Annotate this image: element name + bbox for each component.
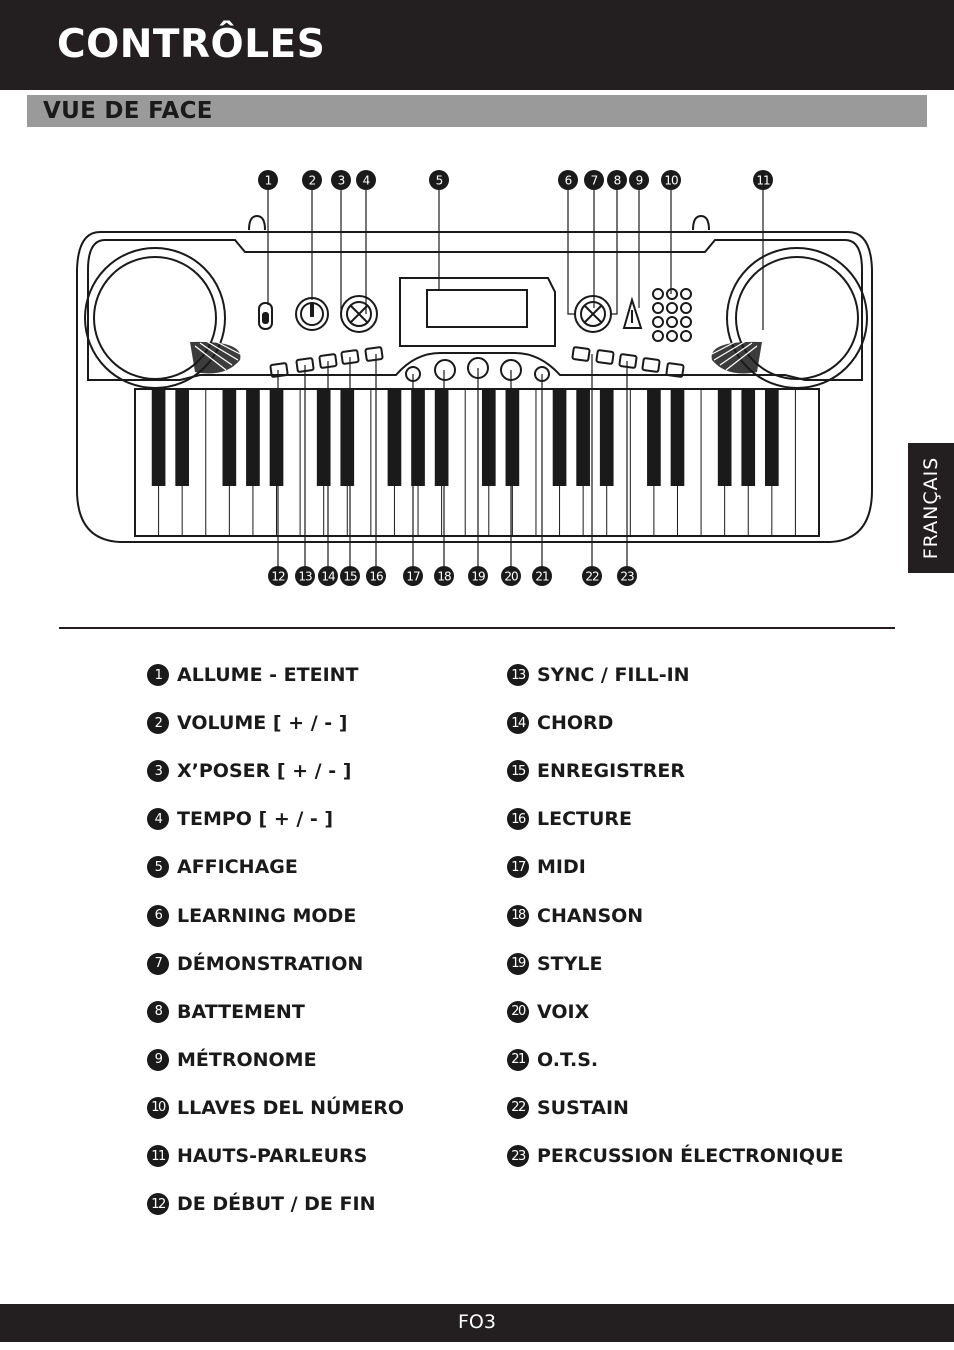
callout-number: 21	[535, 569, 549, 584]
black-key	[388, 390, 402, 486]
legend-label: SYNC / FILL-IN	[537, 664, 690, 686]
black-key	[246, 390, 260, 486]
legend-item-23	[507, 1144, 843, 1168]
callout-number: 12	[271, 569, 285, 584]
legend-item-11	[147, 1144, 367, 1168]
legend-label: MIDI	[537, 856, 586, 879]
callout-number: 19	[471, 569, 485, 584]
callout-number: 16	[369, 569, 383, 584]
callout-number: 8	[613, 173, 621, 188]
legend-number-badge: 19	[507, 953, 529, 975]
callout-number: 10	[664, 173, 678, 188]
language-label: FRANÇAIS	[920, 456, 942, 560]
callout-number: 3	[337, 173, 345, 188]
legend-item-2	[147, 711, 347, 735]
footer-bar	[0, 1304, 954, 1342]
legend-label: CHORD	[537, 712, 614, 735]
legend-label: ENREGISTRER	[537, 760, 686, 783]
legend-number-badge: 1	[147, 664, 169, 686]
legend-label: BATTEMENT	[177, 1000, 305, 1023]
legend-label: CHANSON	[537, 904, 644, 927]
callout-number: 9	[635, 173, 643, 188]
legend-number-badge: 13	[507, 664, 529, 686]
legend-number-badge: 4	[147, 808, 169, 830]
legend-label: SUSTAIN	[537, 1096, 629, 1119]
legend-number-badge: 18	[507, 905, 529, 927]
page-title: CONTRÔLES	[57, 22, 326, 67]
section-bar	[27, 95, 927, 127]
legend-number-badge: 23	[507, 1145, 529, 1167]
legend-label: X’POSER [ + / - ]	[177, 760, 352, 783]
callout-number: 22	[585, 569, 599, 584]
legend-label: O.T.S.	[537, 1048, 599, 1071]
black-key	[553, 390, 567, 486]
black-key	[671, 390, 685, 486]
legend-item-21	[507, 1048, 598, 1072]
legend-label: DÉMONSTRATION	[177, 952, 364, 975]
legend-number-badge: 6	[147, 905, 169, 927]
callout-number: 5	[435, 173, 443, 188]
legend-number-badge: 10	[147, 1097, 169, 1119]
black-key	[340, 390, 354, 486]
legend-number-badge: 5	[147, 856, 169, 878]
black-key	[576, 390, 590, 486]
bottom-callouts	[268, 566, 637, 586]
black-key	[152, 390, 166, 486]
legend-number-badge: 20	[507, 1001, 529, 1023]
legend-number-badge: 8	[147, 1001, 169, 1023]
legend-label: VOLUME [ + / - ]	[177, 712, 348, 735]
divider	[59, 627, 895, 629]
black-key	[506, 390, 520, 486]
legend-item-16	[507, 807, 632, 831]
legend-label: PERCUSSION ÉLECTRONIQUE	[537, 1145, 844, 1167]
callout-number: 1	[264, 173, 272, 188]
black-key	[765, 390, 779, 486]
header-bar	[0, 0, 954, 90]
legend-item-17	[507, 855, 586, 879]
legend-number-badge: 21	[507, 1049, 529, 1071]
piano-keys	[135, 389, 819, 536]
legend-item-10	[147, 1096, 404, 1120]
keyboard-diagram	[0, 160, 954, 600]
legend-item-7	[147, 952, 363, 976]
callout-number: 11	[756, 173, 770, 188]
callout-number: 15	[343, 569, 357, 584]
legend-item-5	[147, 855, 298, 879]
black-key	[270, 390, 284, 486]
legend-number-badge: 2	[147, 712, 169, 734]
callout-number: 14	[321, 569, 335, 584]
legend-number-badge: 14	[507, 712, 529, 734]
legend-label: DE DÉBUT / DE FIN	[177, 1193, 376, 1216]
legend-item-14	[507, 711, 613, 735]
legend-number-badge: 12	[147, 1193, 169, 1215]
legend-item-18	[507, 904, 643, 928]
legend-label: ALLUME - ETEINT	[177, 664, 359, 686]
black-key	[741, 390, 755, 486]
callout-number: 17	[406, 569, 420, 584]
legend-label: LEARNING MODE	[177, 904, 357, 927]
legend-item-4	[147, 807, 333, 831]
black-key	[175, 390, 189, 486]
legend-item-6	[147, 904, 356, 928]
black-key	[600, 390, 614, 486]
legend-item-19	[507, 952, 603, 976]
callout-number: 6	[564, 173, 572, 188]
callout-number: 2	[308, 173, 316, 188]
section-title: VUE DE FACE	[43, 98, 213, 124]
legend-item-13	[507, 663, 690, 687]
legend-item-20	[507, 1000, 589, 1024]
legend-number-badge: 11	[147, 1145, 169, 1167]
legend-label: LECTURE	[537, 808, 633, 831]
legend-item-12	[147, 1192, 375, 1216]
legend-label: VOIX	[537, 1000, 590, 1023]
callout-number: 18	[437, 569, 451, 584]
legend-number-badge: 3	[147, 760, 169, 782]
legend-number-badge: 15	[507, 760, 529, 782]
legend-label: HAUTS-PARLEURS	[177, 1145, 368, 1167]
legend-label: TEMPO [ + / - ]	[177, 808, 334, 831]
black-key	[718, 390, 732, 486]
callout-number: 4	[362, 173, 370, 188]
black-key	[435, 390, 449, 486]
legend-number-badge: 22	[507, 1097, 529, 1119]
legend-item-22	[507, 1096, 629, 1120]
legend-number-badge: 7	[147, 953, 169, 975]
legend-number-badge: 17	[507, 856, 529, 878]
callout-number: 20	[504, 569, 518, 584]
legend-item-8	[147, 1000, 305, 1024]
callout-number: 23	[620, 569, 634, 584]
top-callouts	[258, 170, 773, 190]
legend-item-9	[147, 1048, 317, 1072]
legend-number-badge: 16	[507, 808, 529, 830]
callout-number: 13	[298, 569, 312, 584]
legend-item-3	[147, 759, 351, 783]
legend-label: LLAVES DEL NÚMERO	[177, 1096, 405, 1119]
legend-number-badge: 9	[147, 1049, 169, 1071]
legend-label: MÉTRONOME	[177, 1048, 317, 1071]
legend-label: STYLE	[537, 952, 603, 975]
black-key	[223, 390, 237, 486]
black-key	[647, 390, 661, 486]
legend-item-15	[507, 759, 685, 783]
black-key	[482, 390, 496, 486]
callout-number: 7	[590, 173, 598, 188]
legend-item-1	[147, 663, 359, 687]
page-number: FO3	[458, 1311, 496, 1333]
legend-label: AFFICHAGE	[177, 856, 298, 879]
